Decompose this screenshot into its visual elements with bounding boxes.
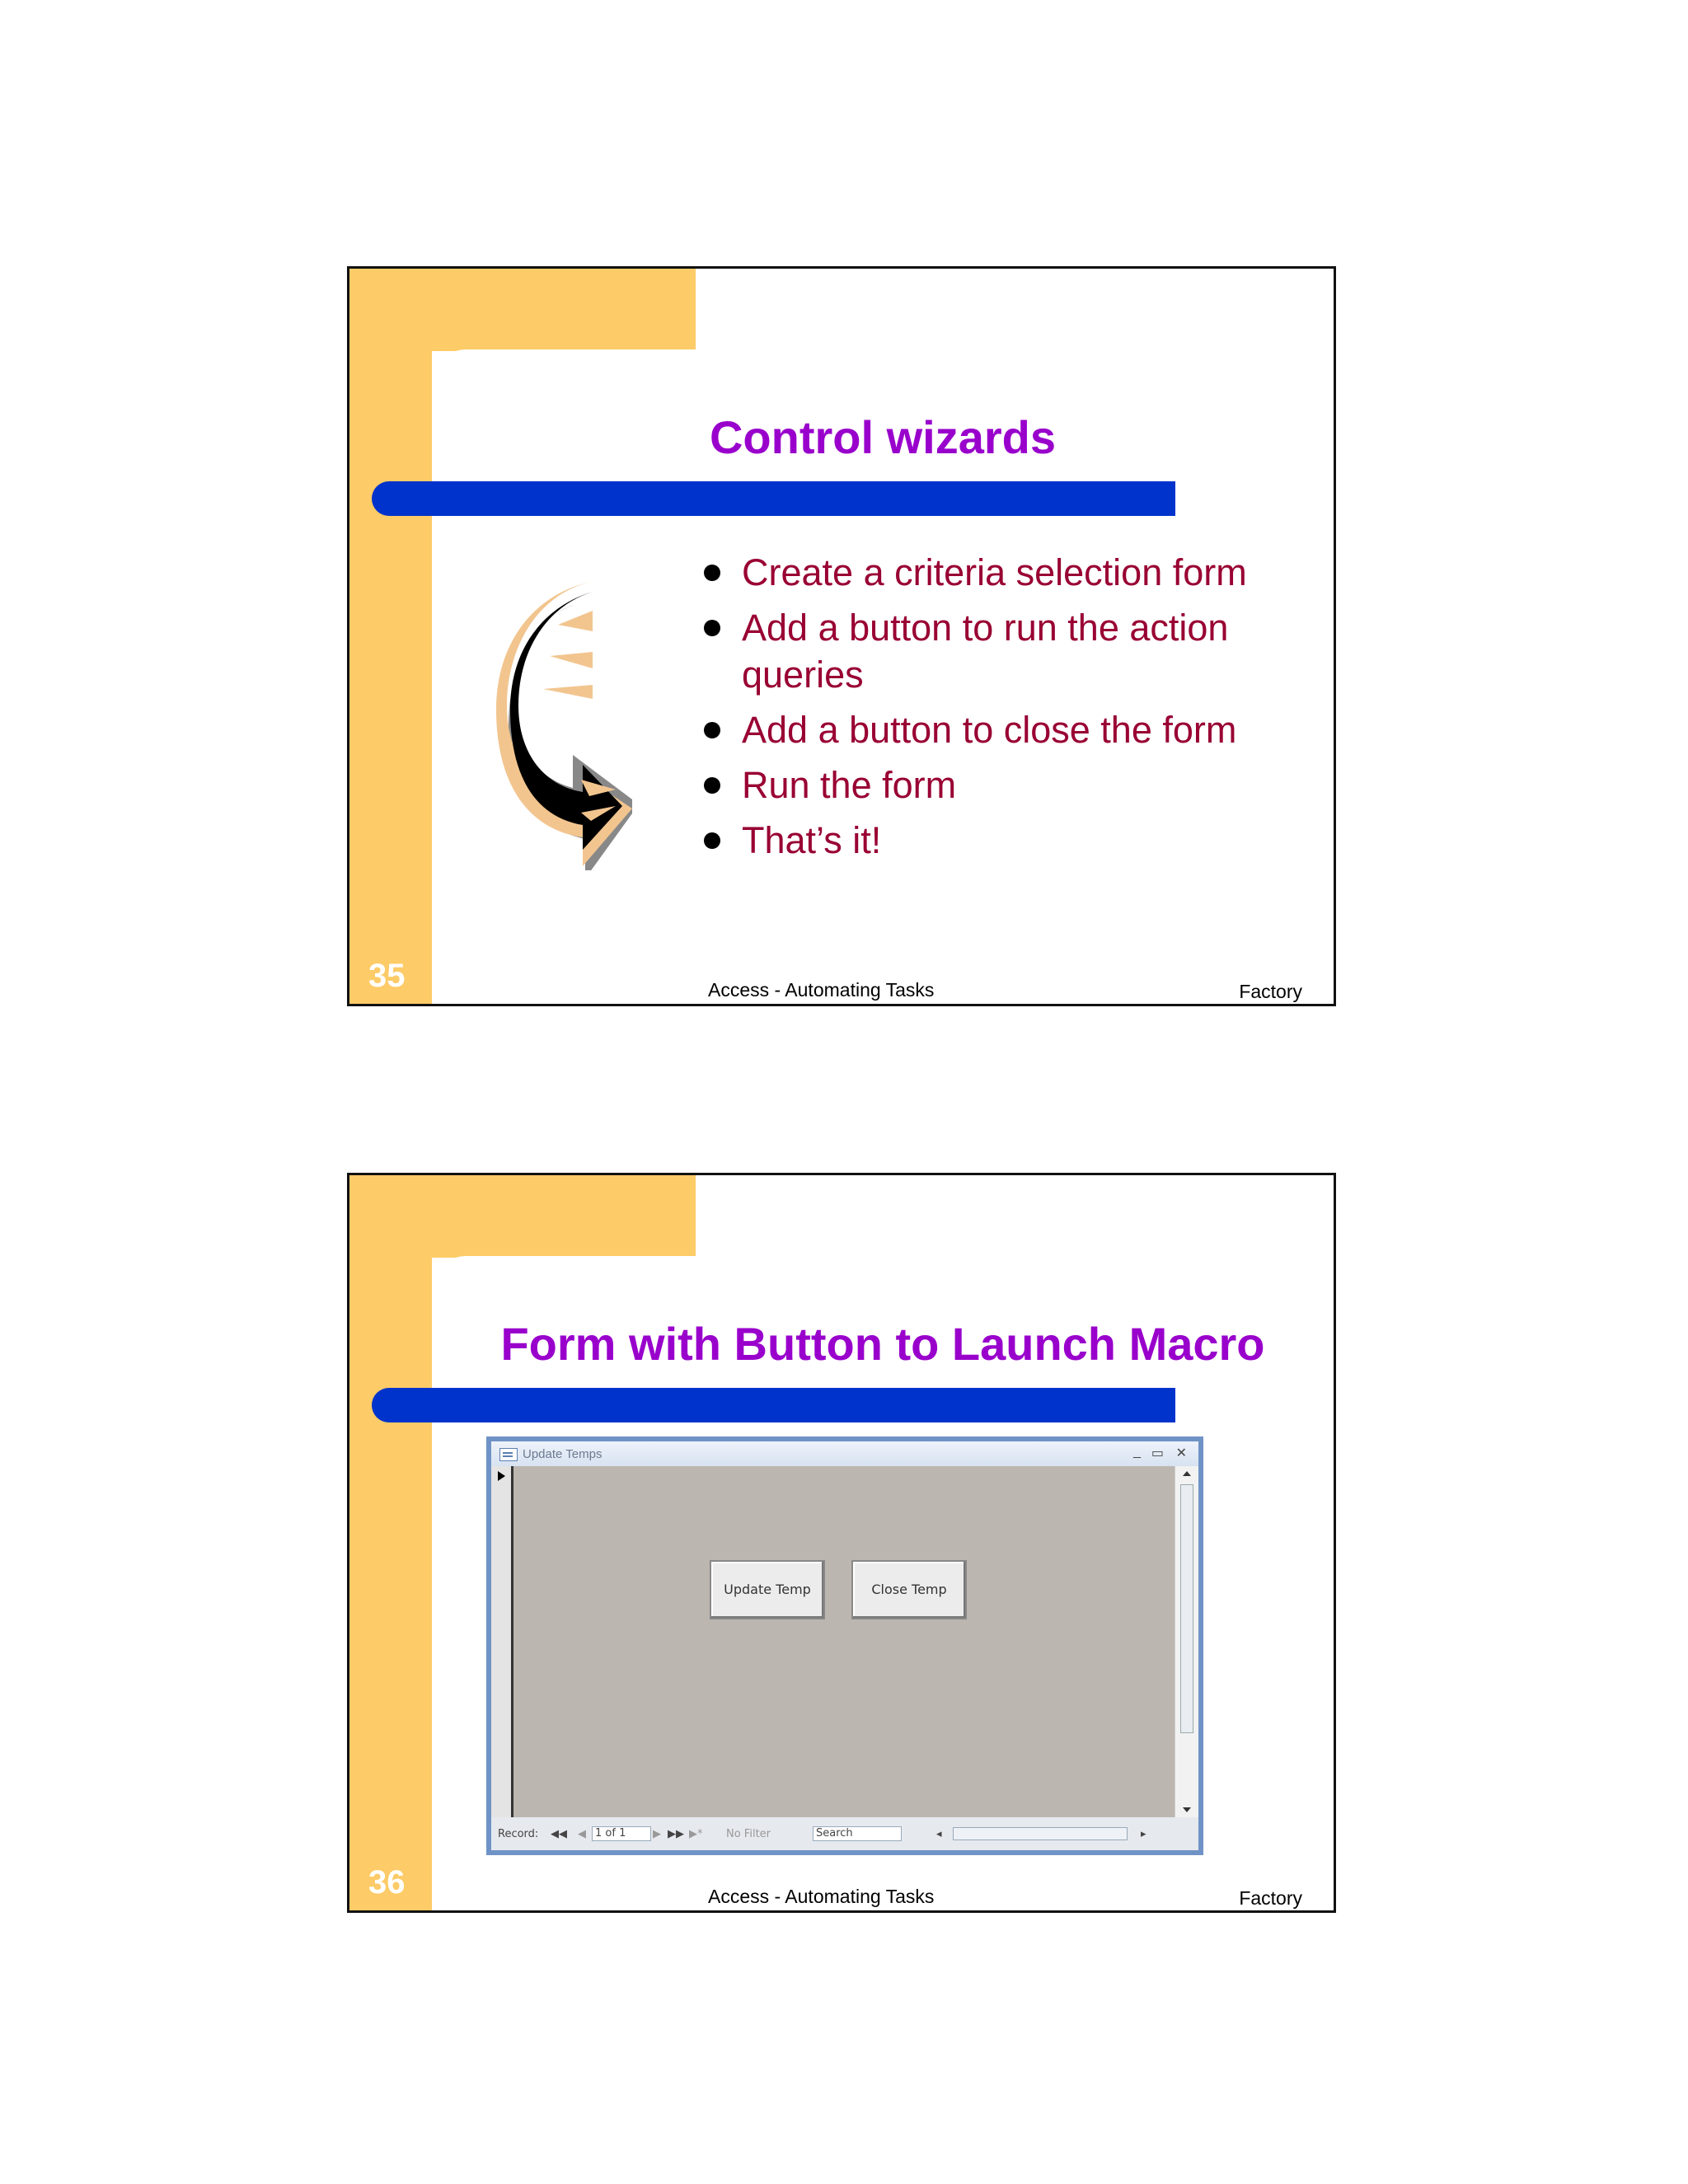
search-input[interactable]: Search [813,1826,902,1841]
minimize-button[interactable]: _ [1133,1445,1141,1459]
list-item: That’s it! [704,817,1306,864]
bullet-dot [704,722,720,738]
footer-title: Access - Automating Tasks [708,979,935,1001]
list-item: Add a button to close the form [704,706,1306,753]
accent-strip-left [349,1175,432,1910]
title-underline-bar [372,481,1175,516]
access-form-window [486,1436,1203,1855]
bullet-dot [704,620,720,636]
update-temp-button[interactable]: Update Temp [710,1560,825,1619]
slide-title: Form with Button to Launch Macro [500,1318,1265,1370]
accent-strip-left [349,269,432,1004]
footer-title: Access - Automating Tasks [708,1886,935,1907]
title-underline-bar [372,1388,1175,1422]
vertical-scrollbar[interactable] [1175,1466,1198,1817]
curved-arrow-icon [492,574,632,870]
list-item: Run the form [704,762,1306,808]
list-item: Create a criteria selection form [704,549,1306,596]
filter-indicator[interactable]: No Filter [726,1828,771,1840]
form-icon [499,1448,518,1461]
list-item: Add a button to run the action queries [704,604,1306,698]
record-label: Record: [498,1828,539,1840]
scroll-right-icon[interactable]: ▸ [1141,1828,1146,1840]
form-detail-area [513,1466,1175,1817]
footer-author: Factory [1239,981,1302,1002]
bullet-list [704,549,1306,872]
first-record-button[interactable]: ◀◀ [551,1828,567,1840]
scroll-left-icon[interactable]: ◂ [936,1828,942,1840]
bullet-dot [704,777,720,794]
slide-title: Control wizards [709,411,1057,463]
scroll-thumb[interactable] [1180,1484,1193,1733]
footer-author: Factory [1239,1887,1302,1909]
new-record-button[interactable]: ▶* [689,1828,703,1840]
horizontal-scrollbar[interactable] [953,1827,1128,1840]
bullet-dot [704,832,720,849]
close-window-button[interactable]: ✕ [1175,1446,1187,1460]
record-selector[interactable] [491,1466,513,1817]
window-title-bar [491,1441,1198,1466]
window-title: Update Temps [523,1447,603,1461]
last-record-button[interactable]: ▶▶ [668,1828,684,1840]
bullet-dot [704,565,720,581]
maximize-button[interactable]: ▭ [1151,1446,1164,1460]
prev-record-button[interactable]: ◀ [578,1828,586,1840]
slide-35 [347,266,1336,1006]
scroll-down-icon[interactable] [1183,1807,1191,1812]
close-temp-button[interactable]: Close Temp [851,1560,967,1619]
slide-number: 35 [368,958,406,994]
record-navigation-bar [491,1817,1198,1850]
next-record-button[interactable]: ▶ [653,1828,661,1840]
record-position-input[interactable]: 1 of 1 [592,1826,651,1841]
slide-36 [347,1173,1336,1913]
scroll-up-icon[interactable] [1183,1471,1191,1476]
slide-number: 36 [368,1864,406,1900]
